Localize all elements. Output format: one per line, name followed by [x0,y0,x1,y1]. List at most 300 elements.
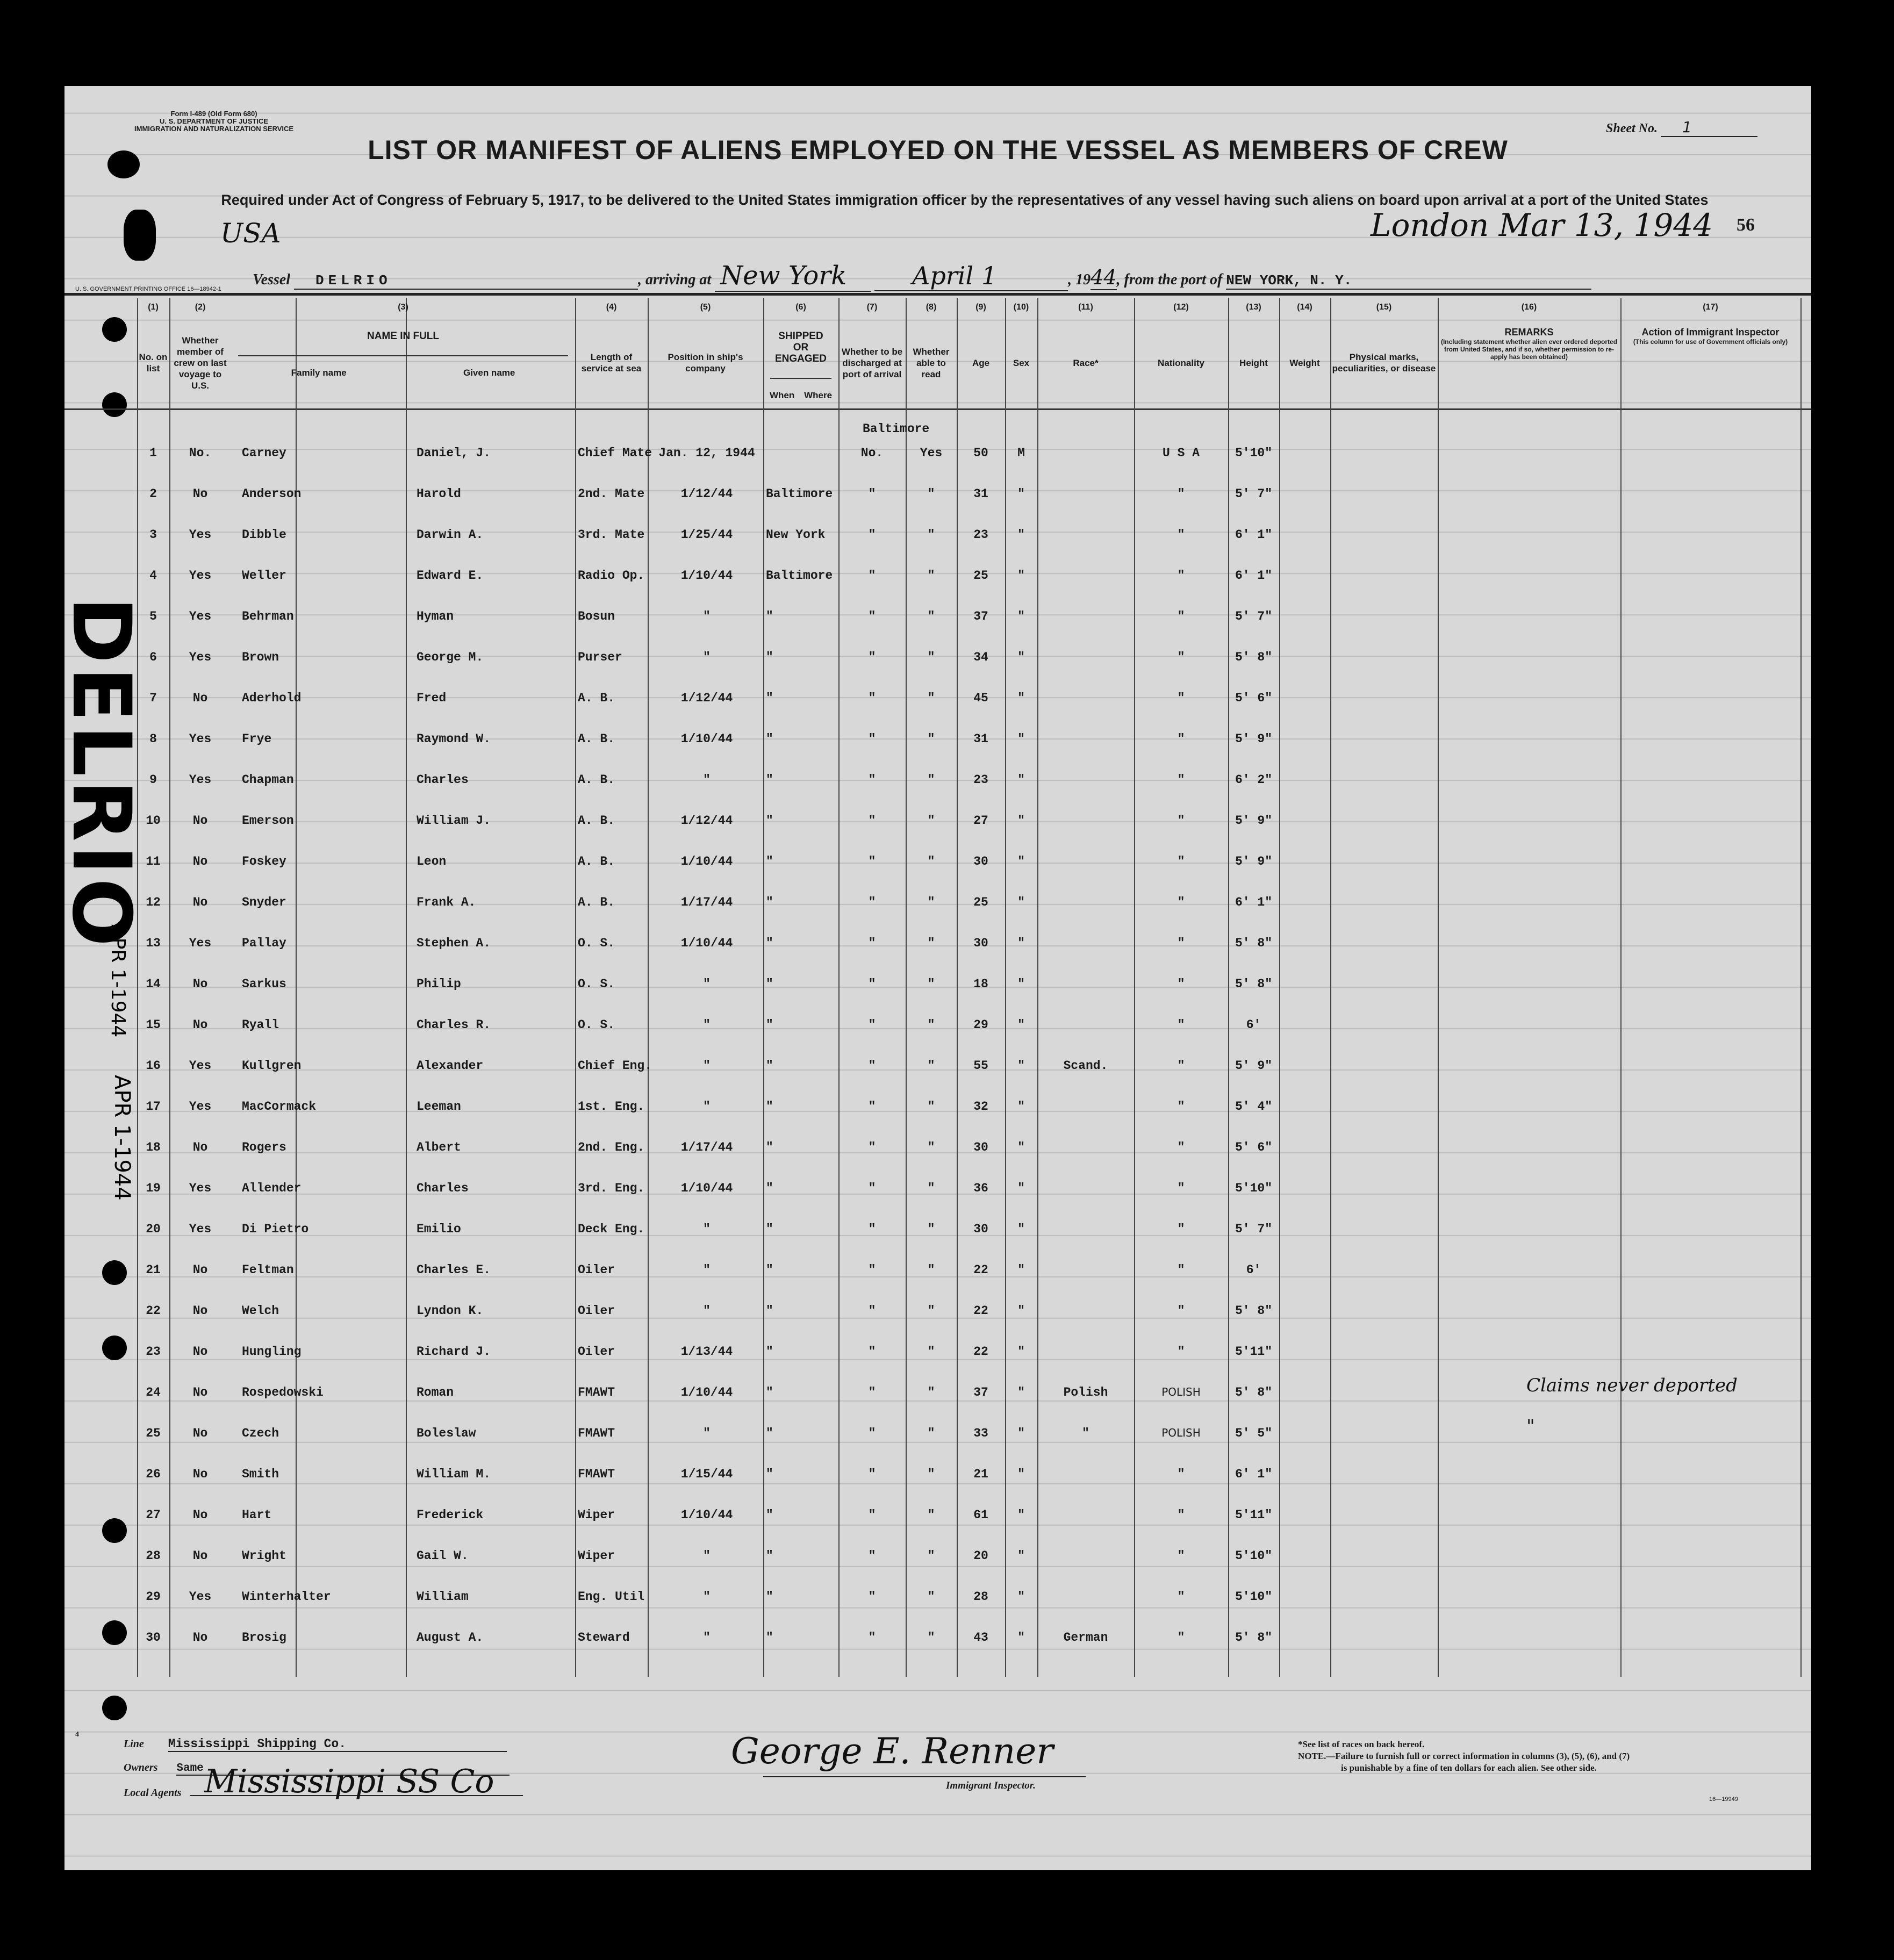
cell-disch: " [868,1631,876,1645]
cell-family: Rospedowski [242,1385,324,1399]
cell-prev: Yes [189,528,212,542]
crew-row [64,1053,1811,1094]
cell-nat: " [1177,650,1185,664]
cell-given: Philip [417,977,461,991]
cell-family: Rogers [242,1140,286,1154]
cell-when: " [703,650,711,664]
cell-age: 28 [973,1590,988,1604]
crew-row [64,1543,1811,1584]
cell-where: " [766,936,773,950]
cell-age: 45 [973,691,988,705]
crew-row [64,1298,1811,1339]
cell-disch: " [868,1059,876,1073]
cell-read: " [927,1263,935,1277]
cell-position: Steward [578,1631,630,1645]
crew-row [64,931,1811,972]
cell-family: Welch [242,1304,279,1318]
cell-remark: " [1526,1416,1535,1437]
cell-position: O. S. [578,936,615,950]
cell-nat: " [1177,1100,1185,1114]
cell-no: 22 [146,1304,161,1318]
cell-prev: No [192,1385,208,1399]
page-subtitle: Required under Act of Congress of February 5, 1917, to be delivered to the United States immigration officer by the representatives of any vessel having such aliens on board upon arrival at a port of the United States [221,192,1709,208]
cell-height: 6' [1246,1263,1261,1277]
cell-nat: " [1177,1590,1185,1604]
cell-position: Deck Eng. [578,1222,645,1236]
cell-where: " [766,650,773,664]
cell-height: 5' 7" [1235,487,1272,501]
cell-when: 1/10/44 [680,1508,733,1522]
cell-height: 5' 9" [1235,814,1272,828]
cell-prev: No [192,814,208,828]
column-header: Length of service at sea [581,352,642,374]
cell-age: 33 [973,1426,988,1440]
cell-prev: No [192,1140,208,1154]
cell-family: Wright [242,1549,286,1563]
cell-when: " [703,1549,711,1563]
cell-age: 36 [973,1181,988,1195]
cell-sex: " [1017,1631,1025,1645]
cell-sex: " [1017,1181,1025,1195]
cell-given: Darwin A. [417,528,484,542]
cell-height: 5'10" [1235,446,1272,460]
crew-row [64,1584,1811,1625]
cell-no: 24 [146,1385,161,1399]
cell-where: " [766,1181,773,1195]
cell-no: 18 [146,1140,161,1154]
cell-sex: " [1017,1508,1025,1522]
cell-where: " [766,1508,773,1522]
cell-position: 3rd. Eng. [578,1181,645,1195]
cell-disch: " [868,732,876,746]
arrival-year: 44 [1091,265,1117,289]
cell-nat: " [1177,732,1185,746]
cell-disch: " [868,936,876,950]
cell-age: 30 [973,936,988,950]
cell-read: " [927,773,935,787]
printing-office: U. S. GOVERNMENT PRINTING OFFICE 16—18942-1 [75,286,221,292]
cell-position: FMAWT [578,1385,615,1399]
crew-row [64,522,1811,563]
column-number: (4) [606,303,617,312]
cell-nat: " [1177,1059,1185,1073]
cell-where: " [766,1140,773,1154]
cell-nat: " [1177,1549,1185,1563]
cell-family: Hungling [242,1345,302,1359]
cell-family: Kullgren [242,1059,302,1073]
cell-where: " [766,814,773,828]
punch-hole [102,392,127,417]
cell-position: 2nd. Mate [578,487,645,501]
cell-no: 5 [149,609,157,623]
port-note: Baltimore [863,422,930,436]
column-header: Age [972,357,990,368]
cell-sex: " [1017,487,1025,501]
cell-disch: " [868,895,876,909]
cell-when: " [703,1590,711,1604]
cell-family: Ryall [242,1018,279,1032]
cell-position: Chief Mate [578,446,652,460]
cell-where: " [766,1385,773,1399]
cell-nat: " [1177,895,1185,909]
cell-age: 25 [973,895,988,909]
agents-field: Local Agents [124,1787,523,1799]
cell-sex: " [1017,1304,1025,1318]
sheet-number-value: 1 [1661,118,1757,137]
cell-read: " [927,1467,935,1481]
cell-read: Yes [920,446,943,460]
cell-read: " [927,1508,935,1522]
cell-disch: " [868,855,876,868]
crew-row [64,1375,1811,1421]
column-number: (10) [1013,303,1029,312]
cell-position: Purser [578,650,622,664]
header-bottom-rule [64,408,1811,410]
cell-given: August A. [417,1631,484,1645]
cell-where: " [766,773,773,787]
cell-height: 5' 8" [1235,1631,1272,1645]
column-number: (5) [700,303,711,312]
cell-disch: " [868,1304,876,1318]
cell-when: 1/10/44 [680,1385,733,1399]
cell-no: 14 [146,977,161,991]
column-number: (14) [1297,303,1312,312]
cell-read: " [927,1590,935,1604]
cell-when: 1/12/44 [680,814,733,828]
column-header: Weight [1289,357,1320,368]
cell-height: 5' 4" [1235,1100,1272,1114]
footer-notes: *See list of races on back hereof. NOTE.—Failure to furnish full or correct information in columns (3), (5), (6), and (7) is punishable by a fine of ten dollars for each alien. See other side. [1298,1739,1630,1773]
cell-where: " [766,855,773,868]
vessel-row: Vessel DELRIO , arriving at New York April 1 , 1944, from the port of NEW YORK, N. Y. [253,261,1591,292]
cell-when: " [703,773,711,787]
column-header: Whether to be discharged at port of arrival [841,346,903,379]
header-top-rule [64,293,1811,296]
cell-read: " [927,895,935,909]
cell-position: A. B. [578,732,615,746]
column-number: (15) [1376,303,1392,312]
cell-position: A. B. [578,895,615,909]
column-header: SHIPPED OR ENGAGED When Where [769,331,833,400]
cell-family: Brown [242,650,279,664]
cell-disch: " [868,609,876,623]
cell-read: " [927,977,935,991]
form-identifier: Form I-489 (Old Form 680) U. S. DEPARTMENT OF JUSTICE IMMIGRATION AND NATURALIZATION SERVICE [134,110,294,133]
cell-given: Gail W. [417,1549,469,1563]
cell-no: 2 [149,487,157,501]
cell-prev: No. [189,446,212,460]
cell-where: " [766,1304,773,1318]
cell-nat: POLISH [1161,1385,1201,1398]
cell-no: 7 [149,691,157,705]
cell-sex: " [1017,1018,1025,1032]
line-field: Line Mississippi Shipping Co. [124,1737,507,1752]
cell-position: 3rd. Mate [578,528,645,542]
column-header: REMARKS (Including statement whether alien ever ordered deported from United States, and if so, whether permission to re-apply has been obtained) [1440,327,1618,361]
cell-nat: " [1177,1140,1185,1154]
column-number: (16) [1521,303,1537,312]
cell-sex: " [1017,1467,1025,1481]
cell-family: Aderhold [242,691,302,705]
cell-read: " [927,936,935,950]
cell-prev: No [192,1508,208,1522]
cell-no: 3 [149,528,157,542]
cell-given: William J. [417,814,491,828]
cell-position: Radio Op. [578,569,645,583]
cell-height: 5' 7" [1235,1222,1272,1236]
cell-nat: " [1177,569,1185,583]
cell-read: " [927,855,935,868]
column-header: Race* [1073,357,1099,368]
crew-row [64,727,1811,767]
cell-given: Albert [417,1140,461,1154]
cell-when: Jan. 12, 1944 [658,446,755,460]
cell-height: 5' 9" [1235,732,1272,746]
column-header: No. on list [139,352,168,374]
column-number: (7) [866,303,878,312]
cell-no: 29 [146,1590,161,1604]
crew-row [64,482,1811,522]
cell-given: George M. [417,650,484,664]
cell-family: Di Pietro [242,1222,309,1236]
cell-read: " [927,732,935,746]
column-header: Nationality [1158,357,1204,368]
cell-given: Frank A. [417,895,476,909]
cell-sex: " [1017,977,1025,991]
cell-prev: Yes [189,1590,212,1604]
cell-prev: Yes [189,773,212,787]
column-number: (8) [926,303,937,312]
cell-where: " [766,732,773,746]
cell-height: 5' 9" [1235,1059,1272,1073]
cell-no: 9 [149,773,157,787]
cell-sex: " [1017,895,1025,909]
cell-when: 1/10/44 [680,569,733,583]
cell-age: 37 [973,1385,988,1399]
cell-height: 5' 9" [1235,855,1272,868]
cell-where: " [766,895,773,909]
cell-sex: " [1017,1059,1025,1073]
cell-when: " [703,1059,711,1073]
punch-hole [102,1696,127,1720]
agents-handwritten: Mississippi SS Co [204,1763,494,1800]
cell-nat: " [1177,855,1185,868]
cell-no: 8 [149,732,157,746]
cell-family: Behrman [242,609,294,623]
cell-race: German [1063,1631,1108,1645]
crew-row [64,1503,1811,1543]
cell-when: " [703,1263,711,1277]
cell-prev: No [192,1345,208,1359]
column-header: Whether member of crew on last voyage to U.S. [174,335,227,391]
cell-when: " [703,1426,711,1440]
cell-nat: U S A [1162,446,1200,460]
cell-position: Oiler [578,1345,615,1359]
cell-given: Leon [417,855,447,868]
cell-age: 20 [973,1549,988,1563]
cell-height: 5'10" [1235,1590,1272,1604]
cell-age: 30 [973,1140,988,1154]
cell-position: O. S. [578,977,615,991]
from-port: NEW YORK, N. Y. [1226,272,1591,290]
cell-height: 6' 1" [1235,569,1272,583]
cell-age: 43 [973,1631,988,1645]
cell-given: William [417,1590,469,1604]
cell-no: 19 [146,1181,161,1195]
cell-disch: " [868,1549,876,1563]
cell-disch: " [868,1018,876,1032]
cell-sex: " [1017,569,1025,583]
cell-age: 18 [973,977,988,991]
cell-family: Allender [242,1181,302,1195]
cell-age: 29 [973,1018,988,1032]
cell-sex: " [1017,773,1025,787]
crew-row [64,767,1811,808]
cell-when: 1/25/44 [680,528,733,542]
cell-read: " [927,691,935,705]
cell-family: Feltman [242,1263,294,1277]
cell-given: Fred [417,691,447,705]
cell-where: " [766,691,773,705]
cell-family: Dibble [242,528,286,542]
cell-prev: No [192,1549,208,1563]
cell-no: 26 [146,1467,161,1481]
cell-sex: " [1017,528,1025,542]
arrival-port: New York [715,261,871,292]
cell-given: Charles [417,1181,469,1195]
cell-height: 6' 1" [1235,1467,1272,1481]
cell-where: " [766,1222,773,1236]
crew-row [64,1339,1811,1380]
corner-mark: 4 [75,1731,79,1739]
cell-prev: No [192,855,208,868]
crew-row [64,1258,1811,1298]
cell-age: 23 [973,528,988,542]
cell-where: " [766,1345,773,1359]
cell-age: 31 [973,732,988,746]
cell-race: " [1082,1426,1089,1440]
cell-age: 25 [973,569,988,583]
cell-given: Leeman [417,1100,461,1114]
cell-read: " [927,487,935,501]
cell-read: " [927,1181,935,1195]
cell-given: Frederick [417,1508,484,1522]
inspector-signature: George E. Renner [731,1731,1053,1772]
cell-when: 1/12/44 [680,691,733,705]
cell-disch: " [868,487,876,501]
cell-when: 1/12/44 [680,487,733,501]
cell-position: Wiper [578,1508,615,1522]
cell-no: 6 [149,650,157,664]
crew-row [64,645,1811,686]
date-margin-stamp: APR 1-1944 [107,924,129,1038]
cell-read: " [927,1140,935,1154]
cell-read: " [927,1059,935,1073]
column-number: (9) [975,303,986,312]
cell-no: 20 [146,1222,161,1236]
cell-read: " [927,1426,935,1440]
cell-disch: " [868,773,876,787]
cell-no: 21 [146,1263,161,1277]
cell-when: 1/10/44 [680,1181,733,1195]
cell-height: 6' [1246,1018,1261,1032]
cell-prev: Yes [189,609,212,623]
cell-sex: " [1017,1140,1025,1154]
cell-disch: " [868,528,876,542]
arrival-date: April 1 [874,261,1068,291]
page-title: LIST OR MANIFEST OF ALIENS EMPLOYED ON THE VESSEL AS MEMBERS OF CREW [368,135,1508,165]
cell-race: Scand. [1063,1059,1108,1073]
cell-family: Chapman [242,773,294,787]
cell-where: " [766,1590,773,1604]
cell-age: 30 [973,855,988,868]
cell-when: " [703,1304,711,1318]
cell-height: 5'11" [1235,1508,1272,1522]
cell-sex: " [1017,1385,1025,1399]
cell-sex: " [1017,1263,1025,1277]
cell-nat: " [1177,691,1185,705]
cell-height: 6' 2" [1235,773,1272,787]
cell-disch: No. [860,446,884,460]
page-number: 56 [1737,215,1755,235]
cell-position: 1st. Eng. [578,1100,645,1114]
vessel-margin-stamp: DELRIO [54,597,148,950]
cell-where: " [766,1426,773,1440]
cell-height: 5' 8" [1235,977,1272,991]
cell-age: 21 [973,1467,988,1481]
cell-given: William M. [417,1467,491,1481]
cell-nat: " [1177,1018,1185,1032]
cell-read: " [927,650,935,664]
date-margin-stamp-2: APR 1-1944 [110,1075,134,1201]
cell-sex: " [1017,1590,1025,1604]
cell-position: A. B. [578,691,615,705]
crew-row [64,972,1811,1013]
cell-position: O. S. [578,1018,615,1032]
cell-given: Hyman [417,609,454,623]
cell-where: " [766,1549,773,1563]
cell-read: " [927,1304,935,1318]
cell-given: Emilio [417,1222,461,1236]
cell-sex: " [1017,1345,1025,1359]
cell-prev: No [192,487,208,501]
cell-family: Czech [242,1426,279,1440]
cell-disch: " [868,1590,876,1604]
cell-position: Oiler [578,1263,615,1277]
cell-nat: " [1177,1631,1185,1645]
cell-sex: " [1017,691,1025,705]
cell-given: Roman [417,1385,454,1399]
cell-prev: No [192,1304,208,1318]
cell-when: 1/10/44 [680,855,733,868]
cell-age: 22 [973,1345,988,1359]
column-number: (2) [195,303,206,312]
cell-age: 27 [973,814,988,828]
cell-nat: " [1177,528,1185,542]
cell-where: Baltimore [766,487,833,501]
cell-family: Hart [242,1508,272,1522]
column-number: (11) [1078,303,1093,312]
cell-where: " [766,1059,773,1073]
cell-nat: " [1177,773,1185,787]
cell-where: " [766,1631,773,1645]
sheet-number: Sheet No. 1 [1606,118,1757,137]
cell-given: Boleslaw [417,1426,476,1440]
cell-when: 1/10/44 [680,936,733,950]
cell-height: 5' 8" [1235,936,1272,950]
cell-prev: Yes [189,1181,212,1195]
cell-age: 22 [973,1263,988,1277]
